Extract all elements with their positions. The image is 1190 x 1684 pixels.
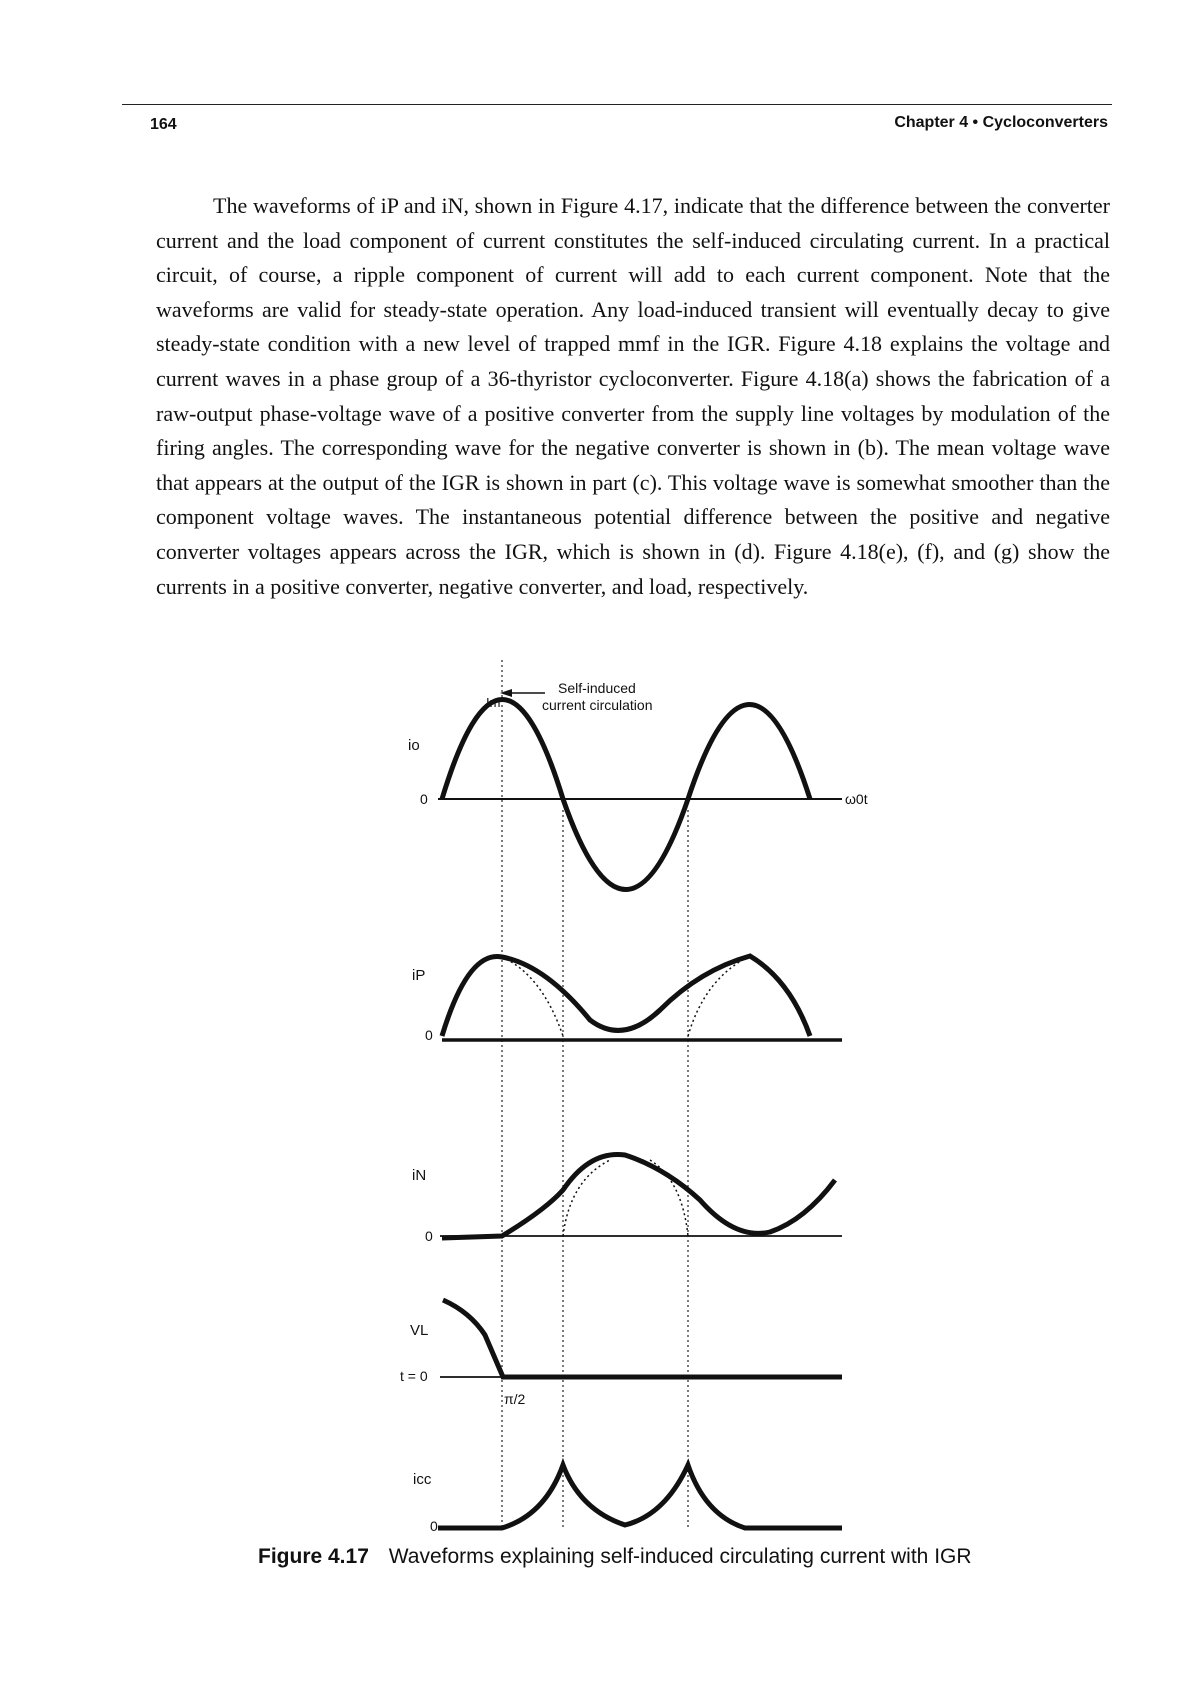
icc-waveform (438, 1465, 842, 1528)
vl-waveform (443, 1300, 842, 1377)
io-waveform (442, 700, 810, 890)
running-head: Chapter 4 • Cycloconverters (894, 114, 1108, 131)
figure-caption-label: Figure 4.17 (258, 1545, 369, 1568)
ip-waveform (442, 956, 810, 1036)
svg-text:0: 0 (430, 1518, 438, 1534)
x-axis-label: ω0t (845, 791, 868, 807)
figure-caption-text: Waveforms explaining self-induced circulating current with IGR (388, 1545, 972, 1568)
annotation-self-induced (486, 680, 653, 713)
figure-caption (258, 1545, 972, 1569)
svg-text:0: 0 (425, 1228, 433, 1244)
header-rule (122, 104, 1112, 105)
svg-text:io: io (408, 737, 420, 754)
panel-in (412, 1154, 842, 1244)
in-dashed-1 (563, 1160, 610, 1236)
svg-text:0: 0 (425, 1027, 433, 1043)
svg-text:iP: iP (412, 967, 426, 984)
panel-vl (400, 1300, 842, 1407)
in-dashed-2 (650, 1160, 688, 1236)
svg-text:Self-induced: Self-induced (558, 680, 636, 696)
page-number: 164 (150, 116, 177, 133)
body-paragraph: The waveforms of iP and iN, shown in Figure 4.17, indicate that the difference between the converter current and the load component of current constitutes the self-induced circulating current. In a practical circuit, of course, a ripple component of current will add to each current component. Note that the waveforms are valid for steady-state operation. Any load-induced transient will eventually decay to give steady-state condition with a new level of trapped mmf in the IGR. Figure 4.18 explains the voltage and current waves in a phase group of a 36-thyristor cycloconverter. Figure 4.18(a) shows the fabrication of a raw-output phase-voltage wave of a positive converter from the supply line voltages by modulation of the firing angles. The corresponding wave for the negative converter is shown in (b). The mean voltage wave that appears at the output of the IGR is shown in part (c). This voltage wave is somewhat smoother than the component voltage waves. The instantaneous potential difference between the positive and negative converter voltages appears across the IGR, which is shown in (d). Figure 4.18(e), (f), and (g) show the currents in a positive converter, negative converter, and load, respectively. (156, 193, 1110, 599)
pi-half-label: π/2 (504, 1391, 526, 1407)
panel-icc (413, 1465, 842, 1534)
svg-text:icc: icc (413, 1471, 432, 1488)
panel-ip (412, 956, 842, 1043)
svg-text:t = 0: t = 0 (400, 1368, 428, 1384)
svg-text:current circulation: current circulation (542, 697, 653, 713)
panel-io (408, 700, 868, 890)
figure-waveforms (0, 660, 1190, 1540)
im-label: Im (486, 695, 501, 710)
in-waveform (442, 1154, 835, 1238)
svg-text:iN: iN (412, 1167, 427, 1184)
svg-text:0: 0 (420, 791, 428, 807)
svg-text:VL: VL (410, 1322, 429, 1339)
